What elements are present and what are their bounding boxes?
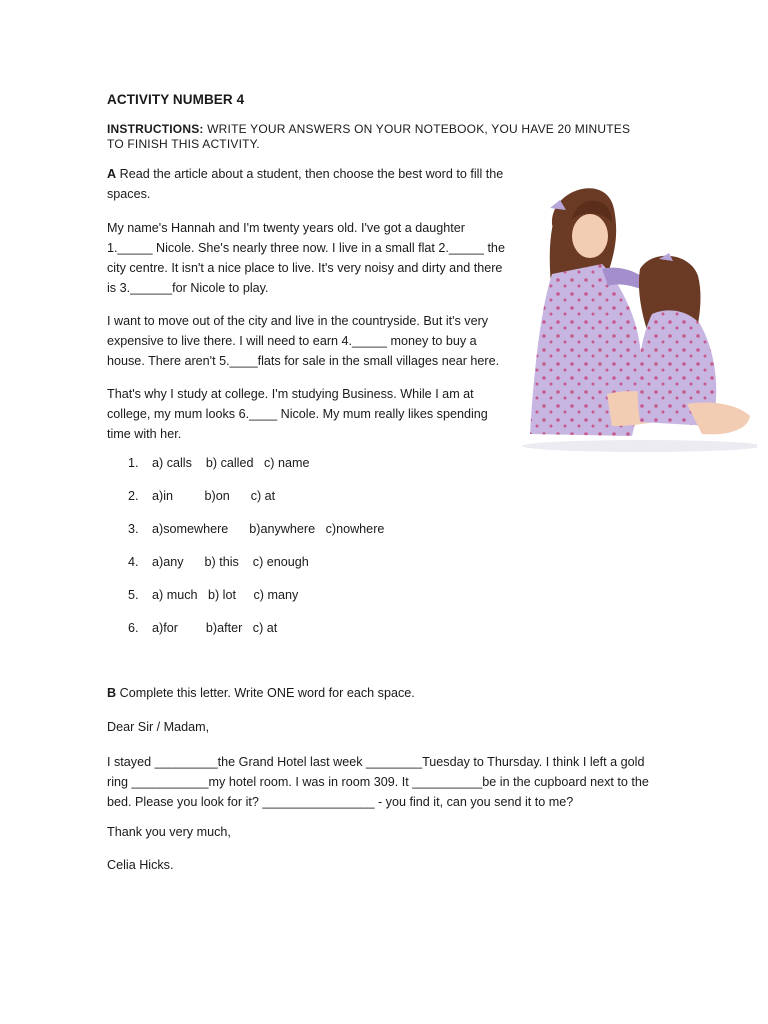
floor-shadow	[522, 440, 757, 452]
article-paragraph-2: I want to move out of the city and live in the countryside. But it's very expensive to live there. I will need to earn 4._____ money to buy a house. There aren't 5.____flats for sale in the small villages near here.	[107, 314, 500, 368]
part-a-letter: A	[107, 167, 117, 181]
option-row-6	[128, 621, 277, 635]
option-choices: a)any b) this c) enough	[152, 555, 309, 569]
option-number: 5.	[128, 588, 139, 602]
option-row-1	[128, 456, 309, 470]
article-paragraph-1: My name's Hannah and I'm twenty years old. I've got a daughter 1._____ Nicole. She's nearly three now. I live in a small flat 2._____ the city centre. It isn't a nice place to live. It's very noisy and dirty and there is 3.______for Nicole to play.	[107, 221, 505, 295]
option-number: 4.	[128, 555, 139, 569]
option-choices: a) much b) lot c) many	[152, 588, 299, 602]
letter-body: I stayed _________the Grand Hotel last week ________Tuesday to Thursday. I think I left a gold ring ___________my hotel room. I was in room 309. It __________be in the cupboard next to the bed. Please you look for it? ________________ - you find it, can you send it to me?	[107, 755, 649, 809]
option-number: 2.	[128, 489, 139, 503]
option-row-4	[128, 555, 309, 569]
option-number: 6.	[128, 621, 139, 635]
option-number: 3.	[128, 522, 139, 536]
part-b-intro	[107, 686, 415, 700]
option-row-2	[128, 489, 275, 503]
activity-title: ACTIVITY NUMBER 4	[107, 92, 245, 107]
instructions-text: WRITE YOUR ANSWERS ON YOUR NOTEBOOK, YOU HAVE 20 MINUTES TO FINISH THIS ACTIVITY.	[107, 122, 631, 151]
instructions-label: INSTRUCTIONS:	[107, 122, 204, 136]
letter-closing: Thank you very much,	[107, 825, 231, 839]
option-choices: a) calls b) called c) name	[152, 456, 310, 470]
part-b-letter: B	[107, 686, 117, 700]
part-b-intro-text: Complete this letter. Write ONE word for each space.	[116, 686, 415, 700]
article-paragraph-3: That's why I study at college. I'm studying Business. While I am at college, my mum looks 6.____ Nicole. My mum really likes spending time with her.	[107, 387, 488, 441]
letter-signature: Celia Hicks.	[107, 858, 174, 872]
option-number: 1.	[128, 456, 139, 470]
option-choices: a)for b)after c) at	[152, 621, 278, 635]
option-choices: a)in b)on c) at	[152, 489, 276, 503]
option-row-3	[128, 522, 384, 536]
part-a-intro-text: Read the article about a student, then choose the best word to fill the spaces.	[107, 167, 504, 201]
daughter-figure	[638, 253, 750, 434]
option-row-5	[128, 588, 298, 602]
letter-greeting: Dear Sir / Madam,	[107, 720, 210, 734]
option-choices: a)somewhere b)anywhere c)nowhere	[152, 522, 385, 536]
instructions	[107, 122, 647, 152]
mother-daughter-illustration	[512, 164, 757, 454]
part-a-intro	[107, 164, 507, 204]
